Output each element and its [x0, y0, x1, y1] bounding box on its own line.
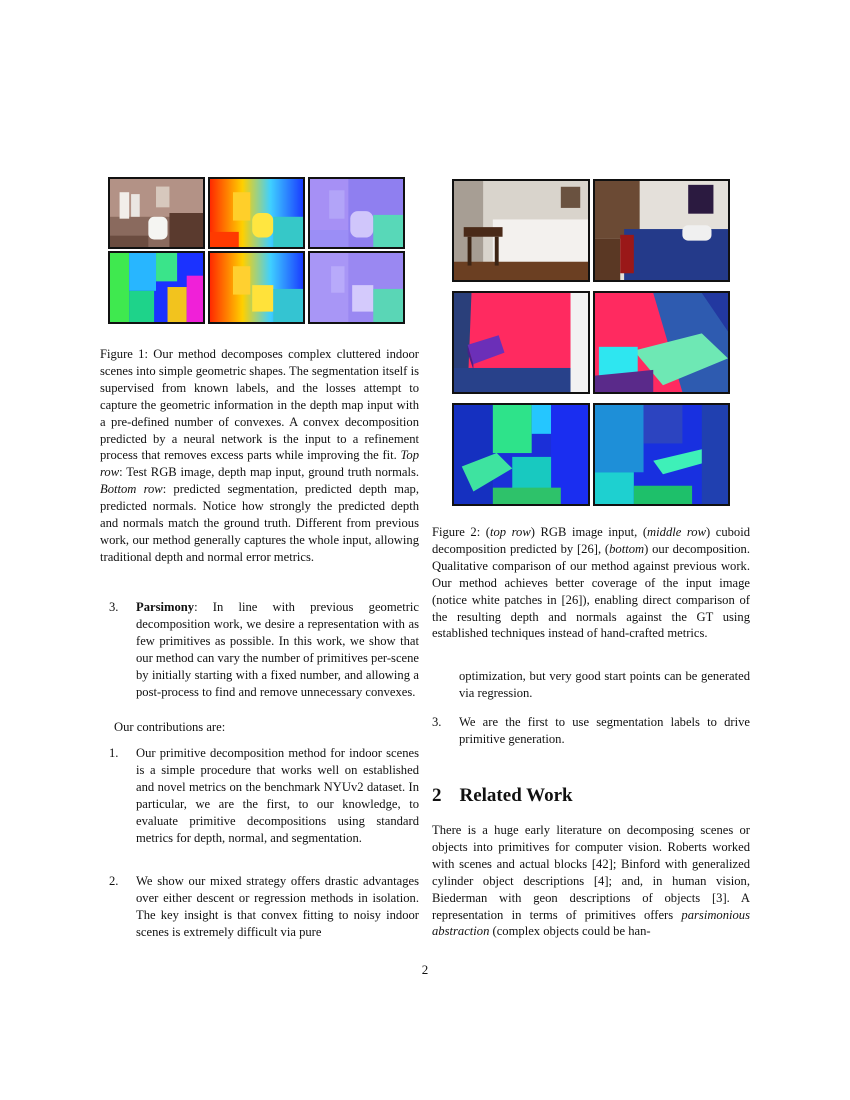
figure-2-caption: Figure 2: (top row) RGB image input, (middle row) cuboid decomposition predicted by [26], (bottom) our decomposition. Qualitative comparison of our method against previous work. Our method achieves better coverage of the input image (notice white patches in [26]), enabling direct comparison of the resulting depth and normals against the GT using established techniques instead of hand-crafted metrics.	[432, 525, 751, 641]
contribution-item: 3. We are the first to use segmentation labels to drive primitive generation.	[432, 715, 750, 746]
fig1-pred-depth	[208, 251, 305, 324]
figure-1-caption: Figure 1: Our method decomposes complex cluttered indoor scenes into simple geometric shapes. The segmentation itself is supervised from known labels, and the losses attempt to capture the geometric information in the depth map input with a pre-defined number of convexes. A convex decomposition predicted by a neural network is the input to a refinement process that removes excess parts while improving the fit. Top row: Test RGB image, depth map input, ground truth normals. Bottom row: predicted segmentation, predicted depth map, predicted normals. Notice how strongly the predicted depth and normals match the ground truth. Different from previous work, our method generally captures the whole input, allowing traditional depth and normal error metrics.	[100, 347, 420, 564]
section-heading	[432, 785, 573, 807]
contributions-intro: Our contributions are:	[114, 720, 226, 734]
page-number: 2	[421, 962, 429, 977]
section-number: 2	[432, 785, 442, 806]
fig1-rgb-image	[108, 177, 205, 249]
fig2-rgb-image-1	[452, 179, 590, 282]
parsimony-item: 3. Parsimony: In line with previous geometric decomposition work, we desire a representation with as few primitives as possible. In this work, we show that our method can vary the number of primitives per-scene by initially starting with a fixed number, and allowing a post-process to find and remove unnecessary convexes.	[109, 600, 420, 699]
contribution-item: 2. We show our mixed strategy offers drastic advantages over either descent or regression methods in isolation. The key insight is that convex fitting to noisy indoor scenes is extremely difficult via pure	[109, 874, 419, 939]
section-title: Related Work	[459, 785, 573, 806]
fig2-baseline-cuboids-1	[452, 291, 590, 394]
fig1-gt-normals	[308, 177, 405, 249]
fig1-pred-normals	[308, 251, 405, 324]
related-work-paragraph: There is a huge early literature on decomposing scenes or objects into primitives for computer vision. Roberts worked with scenes and actual blocks [42]; Binford with generalized cylinder object descriptions [4]; and, in human vision, Biederman with geon descriptions of objects [3]. A representation in terms of primitives offers parsimonious abstraction (complex objects could be han-	[432, 823, 750, 939]
contribution-2-continued: optimization, but very good start points can be generated via regression.	[459, 669, 750, 700]
fig2-our-decomposition-1	[452, 403, 590, 506]
fig2-baseline-cuboids-2	[593, 291, 730, 394]
fig2-our-decomposition-2	[593, 403, 730, 506]
fig2-rgb-image-2	[593, 179, 730, 282]
contribution-item: 1. Our primitive decomposition method for indoor scenes is a simple procedure that works well on established and novel metrics on the benchmark NYUv2 dataset. In particular, we are the first, to our knowledge, to evaluate primitive decompositions using standard metrics for depth, normal, and segmentation.	[109, 746, 419, 845]
fig1-depth-input	[208, 177, 305, 249]
fig1-pred-segmentation	[108, 251, 205, 324]
